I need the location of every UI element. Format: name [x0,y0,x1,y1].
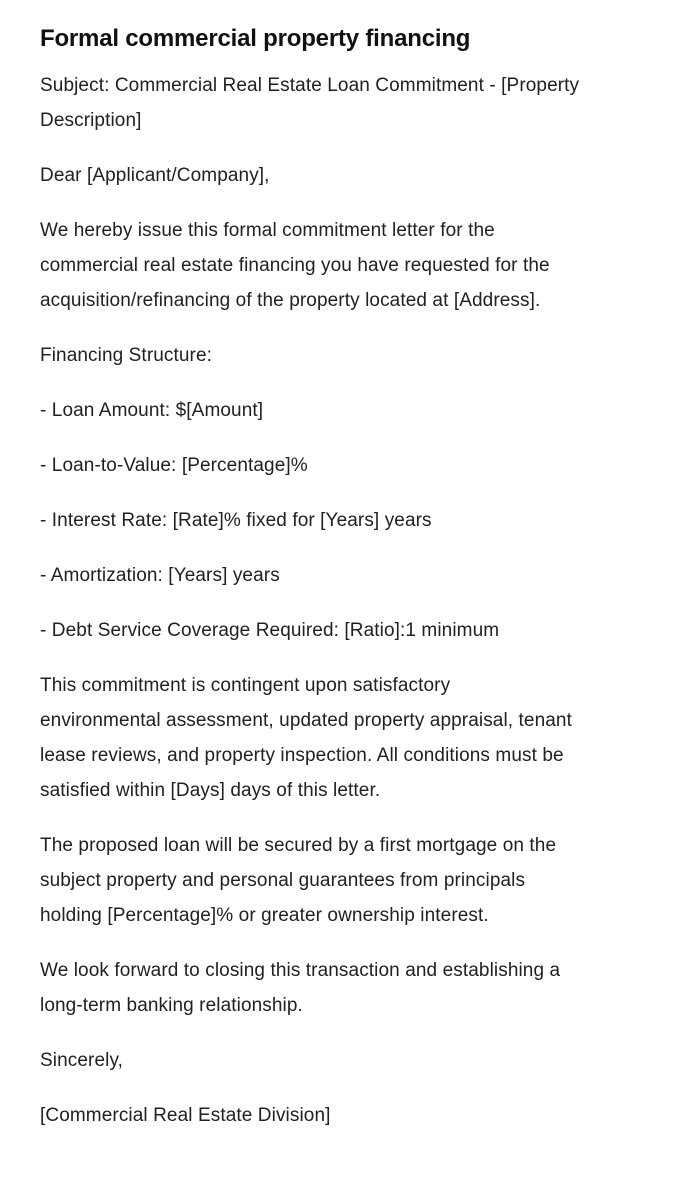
closing-paragraph [40,953,660,1023]
text-line: long-term banking relationship. [40,995,303,1016]
text-line: environmental assessment, updated property appraisal, tenant [40,710,572,731]
text-line: [Commercial Real Estate Division] [40,1105,331,1126]
debt-service-item [40,613,660,648]
text-line: - Loan Amount: $[Amount] [40,400,264,421]
text-line: The proposed loan will be secured by a first mortgage on the [40,835,557,856]
signoff [40,1043,660,1078]
text-line: Financing Structure: [40,345,213,366]
text-line: We look forward to closing this transaction and establishing a [40,960,561,981]
text-line: - Interest Rate: [Rate]% fixed for [Years] years [40,510,432,531]
security-paragraph [40,828,660,933]
text-line: Sincerely, [40,1050,124,1071]
financing-structure-heading [40,338,660,373]
interest-rate-item [40,503,660,538]
contingency-paragraph [40,668,660,808]
text-line: satisfied within [Days] days of this letter. [40,780,381,801]
text-line: We hereby issue this formal commitment letter for the [40,220,495,241]
loan-to-value-item [40,448,660,483]
text-line: - Amortization: [Years] years [40,565,280,586]
document-body [40,68,660,1133]
text-line: Dear [Applicant/Company], [40,165,270,186]
page-title: Formal commercial property financing [40,25,471,52]
text-line: - Loan-to-Value: [Percentage]% [40,455,308,476]
text-line: lease reviews, and property inspection. All conditions must be [40,745,564,766]
text-line: subject property and personal guarantees from principals [40,870,526,891]
intro-paragraph [40,213,660,318]
amortization-item [40,558,660,593]
text-line: commercial real estate financing you have requested for the [40,255,550,276]
text-line: This commitment is contingent upon satisfactory [40,675,451,696]
loan-amount-item [40,393,660,428]
subject-line [40,68,660,138]
signature-line [40,1098,660,1133]
text-line: - Debt Service Coverage Required: [Ratio]:1 minimum [40,620,500,641]
text-line: acquisition/refinancing of the property located at [Address]. [40,290,541,311]
text-line: Subject: Commercial Real Estate Loan Commitment - [Property [40,75,580,96]
text-line: holding [Percentage]% or greater ownership interest. [40,905,489,926]
salutation [40,158,660,193]
text-line: Description] [40,110,142,131]
